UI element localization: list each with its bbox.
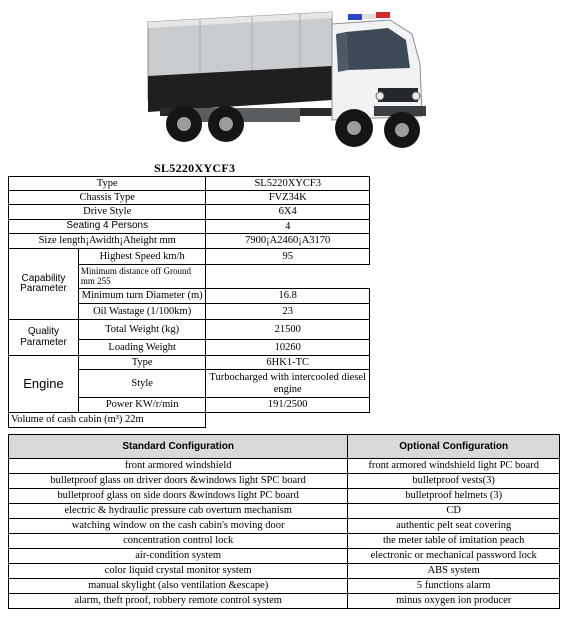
config-row: [9, 459, 560, 474]
config-row: [9, 549, 560, 564]
spec-value: 10260: [206, 340, 370, 356]
spec-row-total-weight: [9, 320, 370, 340]
spec-value: 95: [206, 249, 370, 265]
optional-config-item: authentic pelt seat covering: [348, 519, 560, 534]
quality-group-label: Quality Parameter: [9, 320, 79, 356]
spec-label: Loading Weight: [78, 340, 206, 356]
optional-config-item: the meter table of imitation peach: [348, 534, 560, 549]
standard-config-item: alarm, theft proof, robbery remote control system: [9, 594, 348, 609]
spec-label: Chassis Type: [9, 191, 206, 205]
standard-config-item: concentration control lock: [9, 534, 348, 549]
spec-value: 16.8: [206, 289, 370, 304]
spec-value: 7900¡A2460¡A3170: [206, 234, 370, 249]
config-header-row: [9, 435, 560, 459]
spec-value: 6HK1-TC: [206, 356, 370, 370]
spec-value: 21500: [206, 320, 370, 340]
spec-row-seating: [9, 220, 370, 234]
optional-config-item: CD: [348, 504, 560, 519]
standard-config-item: front armored windshield: [9, 459, 348, 474]
capability-group-label: Capability Parameter: [9, 249, 79, 320]
spec-row-size: [9, 234, 370, 249]
spec-value: FVZ34K: [206, 191, 370, 205]
spec-row-engine-type: [9, 356, 370, 370]
spec-label: Volume of cash cabin (m³) 22m: [9, 413, 206, 428]
optional-config-item: minus oxygen ion producer: [348, 594, 560, 609]
optional-config-item: electronic or mechanical password lock: [348, 549, 560, 564]
spec-label: Type: [78, 356, 206, 370]
spec-label: Oil Wastage (1/100km): [78, 304, 206, 320]
spec-row-volume: [9, 413, 370, 428]
optional-config-item: bulletproof vests(3): [348, 474, 560, 489]
spec-row-speed: [9, 249, 370, 265]
configuration-table: [8, 434, 560, 609]
spec-label: Total Weight (kg): [78, 320, 206, 340]
spec-table: [8, 176, 370, 428]
spec-value: 4: [206, 220, 370, 234]
spec-label: Minimum distance off Ground mm 255: [78, 265, 206, 289]
spec-value: SL5220XYCF3: [206, 177, 370, 191]
optional-config-item: bulletproof helmets (3): [348, 489, 560, 504]
standard-config-item: watching window on the cash cabin's moving door: [9, 519, 348, 534]
truck-image: [140, 4, 440, 162]
config-row: [9, 564, 560, 579]
spec-value: [206, 265, 370, 289]
spec-row-type: [9, 177, 370, 191]
config-row: [9, 504, 560, 519]
spec-label: Power KW/r/min: [78, 398, 206, 413]
optional-config-header: Optional Configuration: [348, 435, 560, 459]
spec-row-chassis: [9, 191, 370, 205]
config-body: [9, 459, 560, 609]
standard-config-item: bulletproof glass on driver doors &windows light SPC board: [9, 474, 348, 489]
standard-config-header: Standard Configuration: [9, 435, 348, 459]
config-row: [9, 489, 560, 504]
spec-label: Size length¡Awidth¡Aheight mm: [9, 234, 206, 249]
optional-config-item: ABS system: [348, 564, 560, 579]
spec-value: 23: [206, 304, 370, 320]
standard-config-item: air-condition system: [9, 549, 348, 564]
spec-label: Drive Style: [9, 205, 206, 220]
optional-config-item: 5 functions alarm: [348, 579, 560, 594]
optional-config-item: front armored windshield light PC board: [348, 459, 560, 474]
standard-config-item: manual skylight (also ventilation &escape): [9, 579, 348, 594]
standard-config-item: bulletproof glass on side doors &windows light PC board: [9, 489, 348, 504]
config-row: [9, 534, 560, 549]
spec-label: Seating 4 Persons: [9, 220, 206, 234]
spec-empty-cell: [206, 413, 370, 428]
spec-value: Turbocharged with intercooled diesel engine: [206, 370, 370, 398]
config-row: [9, 579, 560, 594]
model-title: SL5220XYCF3: [154, 161, 236, 175]
config-row: [9, 594, 560, 609]
spec-label: Minimum turn Diameter (m): [78, 289, 206, 304]
config-row: [9, 519, 560, 534]
spec-label: Highest Speed km/h: [78, 249, 206, 265]
standard-config-item: color liquid crystal monitor system: [9, 564, 348, 579]
spec-label: Type: [9, 177, 206, 191]
spec-label: Style: [78, 370, 206, 398]
spec-value: 191/2500: [206, 398, 370, 413]
spec-value: 6X4: [206, 205, 370, 220]
config-row: [9, 474, 560, 489]
engine-group-label: Engine: [9, 356, 79, 413]
spec-row-drive: [9, 205, 370, 220]
standard-config-item: electric & hydraulic pressure cab overturn mechanism: [9, 504, 348, 519]
